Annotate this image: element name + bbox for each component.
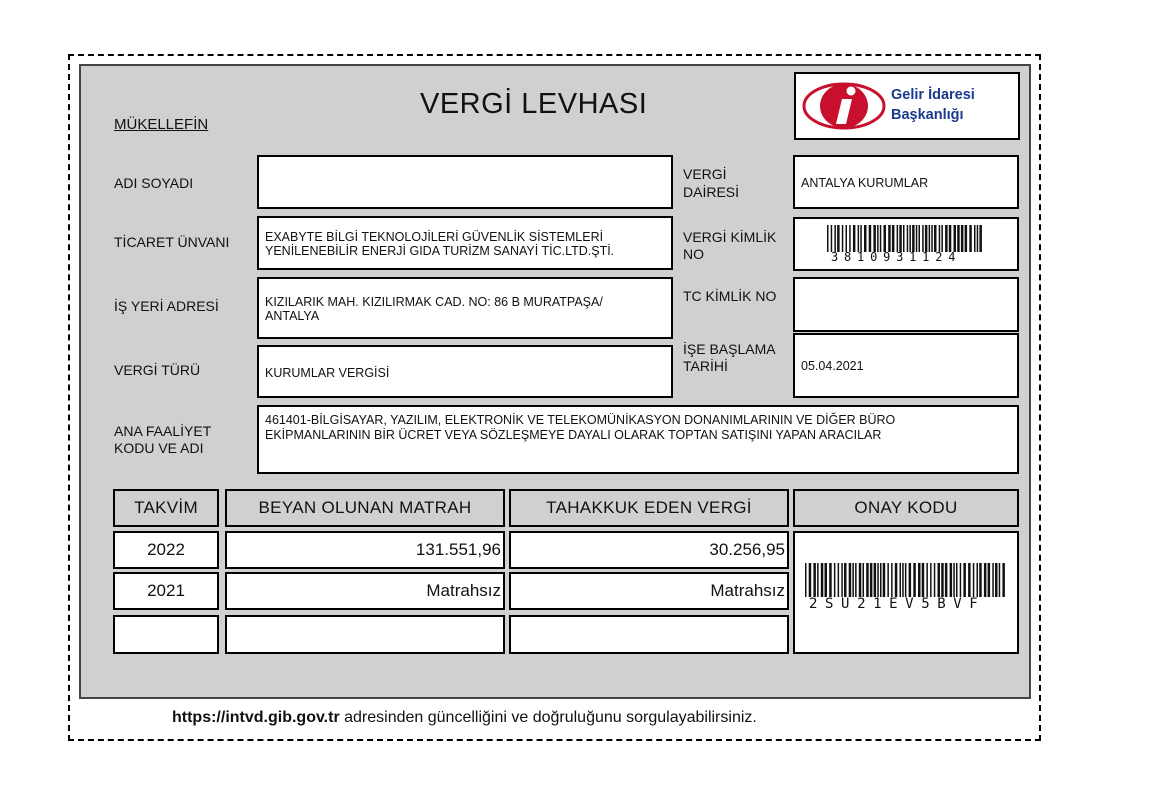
barcode-bar <box>842 225 844 252</box>
barcode-bar <box>891 563 893 597</box>
barcode-bar <box>860 225 862 252</box>
barcode-bar <box>805 563 807 597</box>
barcode-bar <box>960 563 962 597</box>
barcode-bar <box>858 225 860 252</box>
barcode-bar <box>880 225 882 252</box>
value-adres-2: ANTALYA <box>265 309 320 323</box>
barcode-bar <box>912 225 915 252</box>
barcode-bar <box>934 563 936 597</box>
barcode-bar <box>888 225 891 252</box>
barcode-bar <box>829 563 832 597</box>
barcode-bar <box>995 563 998 597</box>
barcode-bar <box>909 563 912 597</box>
barcode-bar <box>916 225 918 252</box>
field-onay-kodu <box>793 531 1019 654</box>
row3-takvim <box>113 615 219 654</box>
barcode-bar <box>870 563 873 597</box>
barcode-bar <box>902 563 904 597</box>
barcode-bar <box>873 225 876 252</box>
label-ana-faaliyet-1: ANA FAALİYET <box>114 423 212 439</box>
barcode-bar <box>961 225 964 252</box>
label-vergi-dairesi-1: VERGİ <box>683 166 727 182</box>
value-vergi-dairesi: ANTALYA KURUMLAR <box>801 176 929 190</box>
label-ticaret-unvani: TİCARET ÜNVANI <box>114 234 230 250</box>
barcode-bar <box>834 225 836 252</box>
barcode-bars-onay <box>805 563 1005 597</box>
label-is-yeri-adresi: İŞ YERİ ADRESİ <box>114 298 219 314</box>
barcode-bar <box>1002 563 1005 597</box>
barcode-bar <box>846 225 848 252</box>
barcode-bar <box>965 225 968 252</box>
field-ana-faaliyet <box>257 405 1019 474</box>
barcode-bar <box>941 563 944 597</box>
barcode-bar <box>809 563 812 597</box>
barcode-bar <box>969 225 972 252</box>
header-onay-kodu: ONAY KODU <box>793 489 1019 527</box>
row2-takvim: 2021 <box>113 572 219 610</box>
barcode-bar <box>863 563 865 597</box>
barcode-bar <box>925 225 928 252</box>
barcode-bar <box>999 563 1001 597</box>
barcode-bar <box>939 225 941 252</box>
header-vergi: TAHAKKUK EDEN VERGİ <box>509 489 789 527</box>
barcode-bar <box>922 563 925 597</box>
field-is-yeri-adresi <box>257 277 673 339</box>
barcode-bar <box>953 563 955 597</box>
barcode-bar <box>869 225 872 252</box>
barcode-vkn <box>827 225 985 252</box>
barcode-onay <box>805 563 1009 597</box>
value-ticaret-unvani-1: EXABYTE BİLGİ TEKNOLOJİLERİ GÜVENLİK SİSTEMLERİ <box>265 230 604 244</box>
label-vergi-dairesi-2: DAİRESİ <box>683 184 740 200</box>
barcode-bar <box>892 225 895 252</box>
logo-box <box>794 72 1020 140</box>
barcode-bar <box>907 225 909 252</box>
label-vergi-kimlik-1: VERGİ KİMLİK <box>683 229 777 245</box>
barcode-bar <box>977 563 979 597</box>
label-vergi-turu: VERGİ TÜRÜ <box>114 362 201 378</box>
barcode-bar <box>905 563 907 597</box>
barcode-bar <box>934 225 937 252</box>
footer-text: adresinden güncelliğini ve doğruluğunu sorgulayabilirsiniz. <box>339 709 757 726</box>
header-matrah: BEYAN OLUNAN MATRAH <box>225 489 505 527</box>
barcode-bar <box>831 225 833 252</box>
barcode-bar <box>887 563 889 597</box>
barcode-bar <box>849 225 851 252</box>
field-vergi-turu <box>257 345 673 398</box>
field-adi-soyadi <box>257 155 673 209</box>
barcode-bar <box>841 563 843 597</box>
barcode-bar <box>954 225 957 252</box>
barcode-bar <box>973 563 975 597</box>
barcode-bar <box>837 225 840 252</box>
barcode-bar <box>984 563 987 597</box>
row1-matrah: 131.551,96 <box>225 531 505 569</box>
barcode-bar <box>884 225 887 252</box>
barcode-bar <box>957 225 960 252</box>
gib-logo-icon <box>802 80 886 132</box>
barcode-bar <box>949 225 952 252</box>
barcode-bar <box>834 563 836 597</box>
label-vergi-kimlik-2: NO <box>683 246 704 262</box>
barcode-bar <box>974 225 976 252</box>
barcode-bar <box>918 563 921 597</box>
barcode-bar <box>945 563 948 597</box>
row2-vergi: Matrahsız <box>509 572 789 610</box>
barcode-bar <box>938 563 941 597</box>
barcode-bar <box>929 225 931 252</box>
barcode-bar <box>866 563 869 597</box>
value-adres-1: KIZILARIK MAH. KIZILIRMAK CAD. NO: 86 B MURATPAŞA/ <box>265 295 603 309</box>
barcode-bar <box>897 225 899 252</box>
barcode-bar <box>855 563 857 597</box>
footer-link[interactable]: https://intvd.gib.gov.tr <box>172 709 340 726</box>
barcode-bar <box>895 563 898 597</box>
label-ise-baslama-1: İŞE BAŞLAMA <box>683 341 776 357</box>
value-vergi-turu: KURUMLAR VERGİSİ <box>265 366 390 380</box>
field-vergi-kimlik-no <box>793 217 1019 271</box>
row1-vergi: 30.256,95 <box>509 531 789 569</box>
field-vergi-dairesi <box>793 155 1019 209</box>
logo-text-line2: Başkanlığı <box>891 107 964 123</box>
barcode-bar <box>849 563 852 597</box>
barcode-bar <box>821 563 824 597</box>
label-adi-soyadi: ADI SOYADI <box>114 175 194 191</box>
section-label: MÜKELLEFİN <box>114 116 209 133</box>
barcode-bar <box>864 225 867 252</box>
barcode-bars-vkn <box>827 225 982 252</box>
barcode-bar <box>900 563 902 597</box>
page-title: VERGİ LEVHASI <box>420 88 648 120</box>
barcode-bar <box>979 563 982 597</box>
value-onay-kodu: 2SU21EV5BVF <box>809 596 986 612</box>
barcode-bar <box>838 563 840 597</box>
barcode-bar <box>950 563 953 597</box>
barcode-bar <box>956 563 958 597</box>
barcode-bar <box>813 563 816 597</box>
barcode-bar <box>941 225 943 252</box>
barcode-bar <box>913 563 916 597</box>
barcode-bar <box>874 563 877 597</box>
value-ticaret-unvani-2: YENİLENEBİLİR ENERJİ GIDA TURİZM SANAYİ TİC.LTD.ŞTİ. <box>265 244 615 258</box>
barcode-bar <box>930 563 932 597</box>
value-faaliyet-1: 461401-BİLGİSAYAR, YAZILIM, ELEKTRONİK VE TELEKOMÜNİKASYON DONANIMLARININ VE DİĞER BÜRO <box>265 413 896 427</box>
value-vergi-kimlik-no: 3810931124 <box>831 250 962 264</box>
barcode-bar <box>945 225 948 252</box>
barcode-bar <box>931 225 933 252</box>
barcode-bar <box>880 563 882 597</box>
row3-vergi <box>509 615 789 654</box>
barcode-bar <box>922 225 924 252</box>
field-tc-kimlik-no <box>793 277 1019 332</box>
barcode-bar <box>909 225 911 252</box>
value-ise-baslama: 05.04.2021 <box>801 359 864 373</box>
barcode-bar <box>877 225 879 252</box>
row2-matrah: Matrahsız <box>225 572 505 610</box>
logo-text-line1: Gelir İdaresi <box>891 87 975 103</box>
barcode-bar <box>859 563 862 597</box>
barcode-bar <box>844 563 847 597</box>
barcode-bar <box>963 563 966 597</box>
barcode-bar <box>877 563 879 597</box>
barcode-bar <box>926 563 928 597</box>
header-takvim: TAKVİM <box>113 489 219 527</box>
barcode-bar <box>883 563 886 597</box>
barcode-bar <box>853 225 856 252</box>
barcode-bar <box>827 225 829 252</box>
barcode-bar <box>979 225 982 252</box>
field-ise-baslama <box>793 333 1019 398</box>
barcode-bar <box>988 563 991 597</box>
barcode-bar <box>968 563 971 597</box>
barcode-bar <box>903 225 905 252</box>
label-tc-kimlik: TC KİMLİK NO <box>683 288 777 304</box>
value-faaliyet-2: EKİPMANLARININ BİR ÜCRET VEYA SÖZLEŞMEYE DAYALI OLARAK TOPTAN SATIŞINI YAPAN ARACILAR <box>265 428 882 442</box>
field-ticaret-unvani <box>257 216 673 270</box>
row1-takvim: 2022 <box>113 531 219 569</box>
barcode-bar <box>992 563 994 597</box>
label-ise-baslama-2: TARİHİ <box>683 358 728 374</box>
barcode-bar <box>919 225 921 252</box>
barcode-bar <box>852 563 854 597</box>
row3-matrah <box>225 615 505 654</box>
label-ana-faaliyet-2: KODU VE ADI <box>114 440 204 456</box>
barcode-bar <box>825 563 828 597</box>
barcode-bar <box>977 225 979 252</box>
barcode-bar <box>899 225 902 252</box>
barcode-bar <box>817 563 819 597</box>
